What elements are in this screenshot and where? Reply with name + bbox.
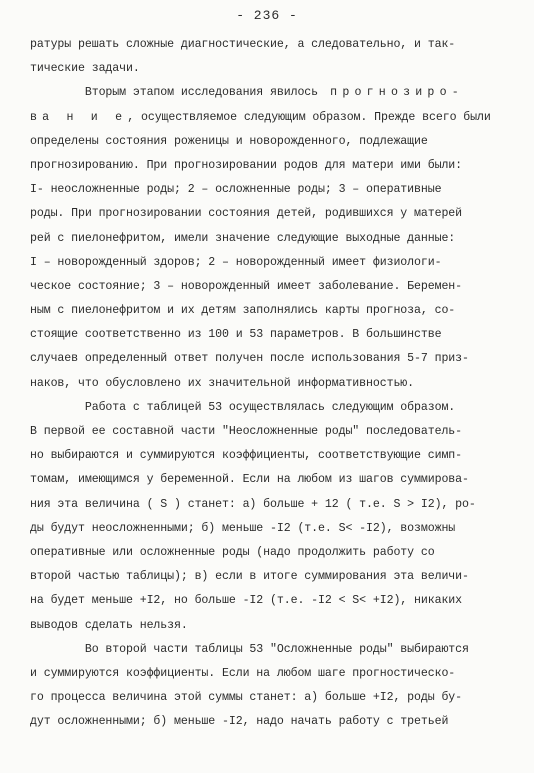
text-line: наков, что обусловлено их значительной информативностью. xyxy=(30,376,415,390)
body-text xyxy=(30,33,516,734)
text-line: ва н и е, осуществляемое следующим образом. Прежде всего были xyxy=(30,110,491,124)
text-line: тические задачи. xyxy=(30,62,140,76)
text-line: случаев определенный ответ получен после использования 5-7 приз- xyxy=(30,352,469,366)
text-line: Во второй части таблицы 53 "Осложненные роды" выбираются xyxy=(30,642,469,656)
text-line: томам, имеющимся у беременной. Если на любом из шагов суммирова- xyxy=(30,473,469,487)
text-line: I- неосложненные роды; 2 – осложненные роды; 3 – оперативные xyxy=(30,183,442,197)
text-line: определены состояния роженицы и новорожденного, подлежащие xyxy=(30,134,428,148)
text-line: ния эта величина ( S ) станет: а) больше + 12 ( т.е. S > I2), ро- xyxy=(30,497,476,511)
text-line: ратуры решать сложные диагностические, а следовательно, и так- xyxy=(30,38,456,51)
text-line: Работа с таблицей 53 осуществлялась следующим образом. xyxy=(30,400,456,414)
text-line: В первой ее составной части "Неосложненные роды" последователь- xyxy=(30,425,463,438)
text-line: на будет меньше +I2, но больше -I2 (т.е. -I2 < S< +I2), никаких xyxy=(30,594,463,608)
text-line: и суммируются коэффициенты. Если на любом шаге прогностическо- xyxy=(30,666,456,680)
text-line: го процесса величина этой суммы станет: а) больше +I2, роды бу- xyxy=(30,691,463,705)
text-line: ным с пиелонефритом и их детям заполнялись карты прогноза, со- xyxy=(30,304,456,318)
text-line: прогнозированию. При прогнозировании родов для матери ими были: xyxy=(30,158,463,172)
text-line: ды будут неосложненными; б) меньше -I2 (т.е. S< -I2), возможны xyxy=(30,521,456,535)
page-number: - 236 - xyxy=(236,8,298,23)
text-line: но выбираются и суммируются коэффициенты, соответствующие симп- xyxy=(30,449,463,463)
text-line: второй частью таблицы); в) если в итоге суммирования эта величи- xyxy=(30,570,469,584)
text-line: рей с пиелонефритом, имели значение следующие выходные данные: xyxy=(30,231,456,245)
text-line: оперативные или осложненные роды (надо продолжить работу со xyxy=(30,545,435,559)
text-line: дут осложненными; б) меньше -I2, надо начать работу с третьей xyxy=(30,715,449,729)
text-line: Вторым этапом исследования явилось прогнозиро- xyxy=(30,86,464,100)
text-line: роды. При прогнозировании состояния детей, родившихся у матерей xyxy=(30,207,463,221)
spaced-emphasis: ва н и е xyxy=(30,110,128,124)
text-line: ческое состояние; 3 – новорожденный имеет заболевание. Беремен- xyxy=(30,279,463,293)
spaced-emphasis: прогнозиро- xyxy=(318,86,464,100)
text-line: I – новорожденный здоров; 2 – новорожденный имеет физиологи- xyxy=(30,255,442,269)
text-line: стоящие соответственно из 100 и 53 параметров. В большинстве xyxy=(30,328,442,342)
text-line: выводов сделать нельзя. xyxy=(30,618,188,632)
